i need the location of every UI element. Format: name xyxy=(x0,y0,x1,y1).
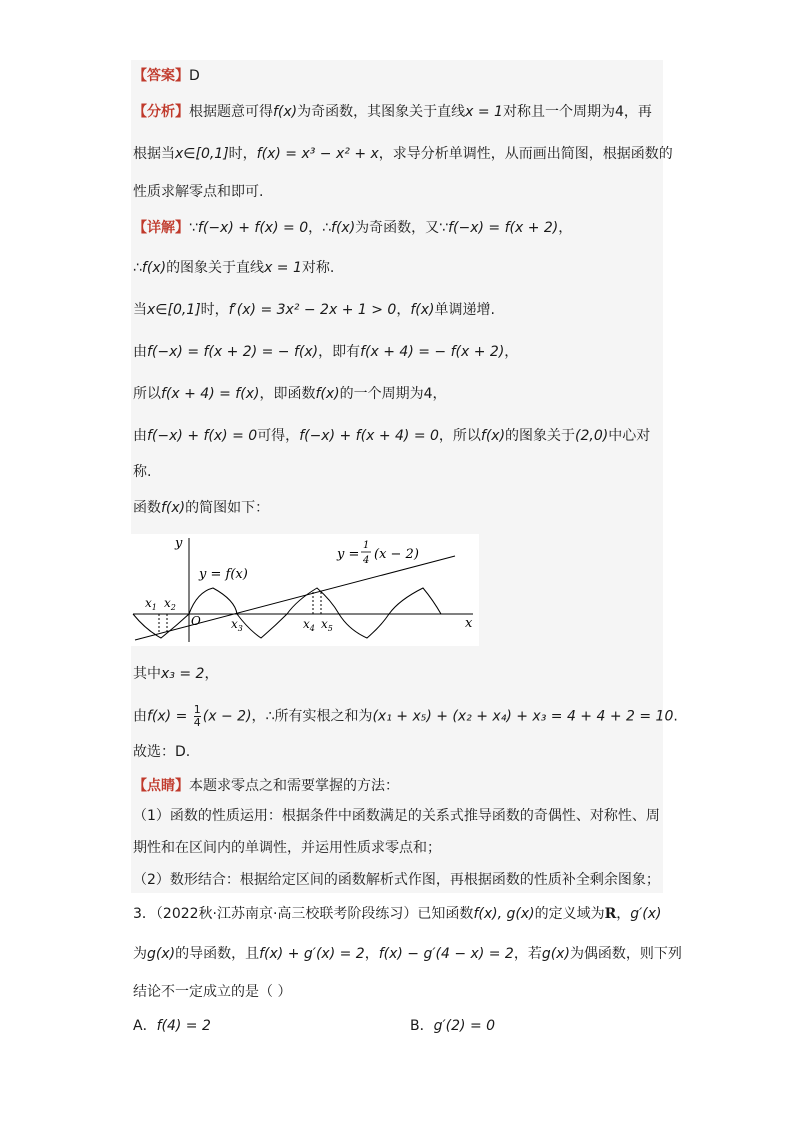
q3-line-2 xyxy=(133,944,682,964)
curve-label: y = f(x) xyxy=(199,567,248,582)
text: 的定义域为 xyxy=(534,906,605,922)
math: f′(x) = 3x² − 2x + 1 > 0 xyxy=(228,302,397,318)
math: (x₁ + x₅) + (x₂ + x₄) + x₃ = 4 + 4 + 2 = 10 xyxy=(372,708,674,725)
text: 函数 xyxy=(133,500,161,516)
answer-value: D xyxy=(189,68,200,84)
line-label-lhs: y = xyxy=(337,547,360,562)
text: . xyxy=(673,708,678,725)
text: 的导函数，且 xyxy=(175,946,260,962)
math: f(−x) + f(x + 4) = 0 xyxy=(299,428,439,444)
text: ∴ xyxy=(133,260,142,276)
line-label-num: 1 xyxy=(363,540,370,551)
dianjing-line-2: （1）函数的性质运用：根据条件中函数满足的关系式推导函数的奇偶性、对称性、周 xyxy=(133,808,660,824)
text: ， xyxy=(558,220,573,236)
text: 的图象关于 xyxy=(505,428,576,444)
text: 为 xyxy=(133,946,147,962)
detail-tag: 【详解】 xyxy=(133,220,189,236)
text: 时， xyxy=(228,146,257,162)
text: 由 xyxy=(133,708,147,725)
math: f(x) xyxy=(331,220,356,236)
text: 所以 xyxy=(133,386,161,402)
math: f(x) xyxy=(273,104,298,120)
q3-line-3: 结论不一定成立的是（ ） xyxy=(133,984,292,1000)
function-sketch-svg xyxy=(131,534,479,646)
dianjing-line-4: （2）数形结合：根据给定区间的函数解析式作图，再根据函数的性质补全剩余图象； xyxy=(133,872,660,888)
math: x∈[0,1] xyxy=(175,146,229,162)
math: x = 1 xyxy=(264,260,302,276)
math: x = 1 xyxy=(465,104,503,120)
function-sketch-figure xyxy=(131,534,479,646)
x1-label: $x_1$ xyxy=(145,596,157,612)
x4-label: $x_4$ xyxy=(303,617,315,633)
option-b-label: B． xyxy=(410,1018,434,1034)
text: ，∴ xyxy=(308,220,332,236)
text: ，求导分析单调性，从而画出简图，根据函数的 xyxy=(378,146,673,162)
option-a-text: f(4) = 2 xyxy=(156,1018,211,1034)
math: f(−x) = f(x + 2) = − f(x) xyxy=(147,344,319,360)
text: 为偶函数，则下列 xyxy=(569,946,682,962)
text: 其中 xyxy=(133,666,161,682)
q3-line-1 xyxy=(133,904,662,924)
option-b-text: g′(2) = 0 xyxy=(433,1018,496,1034)
math: f(−x) + f(x) = 0 xyxy=(147,428,258,444)
text: 时， xyxy=(200,302,229,318)
math: g(x) xyxy=(541,946,570,962)
math: f(x) = xyxy=(147,708,188,725)
analysis-tag: 【分析】 xyxy=(133,104,189,120)
math: f(x) − g′(4 − x) = 2 xyxy=(378,946,514,962)
math: f(x) xyxy=(141,260,167,276)
detail-line-8 xyxy=(133,498,269,518)
math: f(x) xyxy=(480,428,506,444)
math: f(x + 4) = − f(x + 2) xyxy=(360,344,505,360)
text: 3．（2022秋·江苏南京·高三校联考阶段练习）已知函数 xyxy=(133,906,474,922)
fraction-den: 4 xyxy=(193,716,201,729)
text: 为奇函数，其图象关于直线 xyxy=(297,104,466,120)
detail-line-7: 称. xyxy=(133,464,152,480)
curve-graph xyxy=(133,588,441,638)
detail-line-6 xyxy=(133,426,650,446)
after-line-1 xyxy=(133,664,218,684)
math: f(x) xyxy=(315,386,340,402)
y-axis-label: y xyxy=(175,536,183,551)
answer-tag: 【答案】 xyxy=(133,68,189,84)
line-graph xyxy=(135,556,455,640)
math: f(x) + g′(x) = 2 xyxy=(259,946,365,962)
text: 为奇函数，又∵ xyxy=(355,220,449,236)
detail-line-4 xyxy=(133,342,518,362)
math: f(x + 4) = f(x) xyxy=(161,386,260,402)
math: f(−x) = f(x + 2) xyxy=(448,220,559,236)
x-axis-label: x xyxy=(465,616,473,631)
text: ， xyxy=(364,946,379,962)
q3-option-a[interactable] xyxy=(133,1016,211,1036)
line-label-rhs: (x − 2) xyxy=(374,547,419,562)
analysis-line-3: 性质求解零点和即可. xyxy=(133,184,264,200)
option-a-label: A． xyxy=(133,1018,157,1034)
text: ， xyxy=(396,302,411,318)
text: 由 xyxy=(133,428,147,444)
text: ，所以 xyxy=(438,428,481,444)
detail-line-1 xyxy=(133,218,572,238)
x2-label: $x_2$ xyxy=(164,596,176,612)
detail-line-5 xyxy=(133,384,447,404)
x3-label: $x_3$ xyxy=(231,617,243,633)
math: f(x) xyxy=(410,302,435,318)
text: 单调递增. xyxy=(434,302,495,318)
dianjing-line-1 xyxy=(133,776,399,796)
text: ，即有 xyxy=(318,344,361,360)
after-line-3: 故选：D. xyxy=(133,744,191,760)
dianjing-line-3: 期性和在区间内的单调性，并运用性质求零点和； xyxy=(133,840,441,856)
text: 由 xyxy=(133,344,147,360)
real-set: R xyxy=(604,906,617,922)
math: g(x) xyxy=(147,946,176,962)
answer-line xyxy=(133,66,200,86)
text: ，即函数 xyxy=(259,386,316,402)
text: 对称且一个周期为4，再 xyxy=(502,104,652,120)
line-label-den: 4 xyxy=(363,555,370,566)
text: ，∴所有实根之和为 xyxy=(251,708,373,725)
x5-label: $x_5$ xyxy=(321,617,333,633)
after-line-2 xyxy=(133,704,678,729)
fraction-num: 1 xyxy=(193,703,201,716)
math: f(x) = x³ − x² + x xyxy=(256,146,379,162)
origin-label: O xyxy=(191,614,201,628)
text: 本题求零点之和需要掌握的方法： xyxy=(189,778,399,794)
text: 当 xyxy=(133,302,147,318)
text: 的一个周期为4， xyxy=(339,386,447,402)
text: ， xyxy=(616,906,631,922)
detail-line-2 xyxy=(133,258,334,278)
math: (2,0) xyxy=(575,428,609,444)
math: f(x) xyxy=(161,500,186,516)
text: ，若 xyxy=(513,946,542,962)
text: ， xyxy=(204,666,219,682)
text: 中心对 xyxy=(608,428,651,444)
analysis-line-1 xyxy=(133,102,652,122)
fraction xyxy=(194,704,201,729)
detail-line-3 xyxy=(133,300,495,320)
text: 对称. xyxy=(301,260,335,276)
text: 的图象关于直线 xyxy=(166,260,265,276)
text: 根据题意可得 xyxy=(189,104,273,120)
math: g′(x) xyxy=(630,906,662,922)
math: (x − 2) xyxy=(202,708,252,725)
text: 根据当 xyxy=(133,146,175,162)
text: 的简图如下： xyxy=(185,500,270,516)
dianjing-tag: 【点睛】 xyxy=(133,778,189,794)
text: ∵ xyxy=(189,220,198,236)
math: f(x), g(x) xyxy=(473,906,535,922)
math: f(−x) + f(x) = 0 xyxy=(197,220,309,236)
math: x₃ = 2 xyxy=(161,666,205,682)
text: ， xyxy=(504,344,519,360)
analysis-line-2 xyxy=(133,144,673,164)
math: x∈[0,1] xyxy=(147,302,201,318)
q3-option-b[interactable] xyxy=(410,1016,495,1036)
text: 可得， xyxy=(257,428,300,444)
